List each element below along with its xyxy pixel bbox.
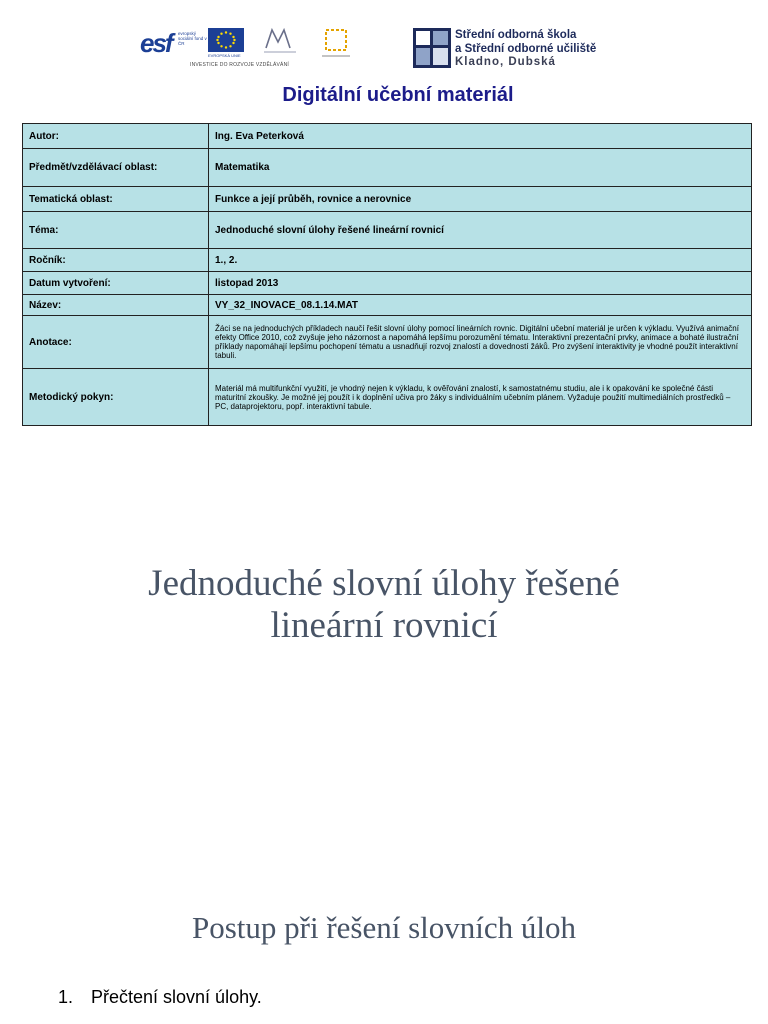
step-number: 1. [58,987,74,1007]
op-vk-logo-icon [316,26,356,60]
step-text: Přečtení slovní úlohy. [91,987,262,1007]
metadata-table [22,123,752,426]
investice-caption: INVESTICE DO ROZVOJE VZDĚLÁVÁNÍ [190,62,289,68]
row-key: Název: [23,295,209,316]
school-brand [413,26,623,72]
document-title: Digitální učební materiál [282,84,514,106]
school-line-1: Střední odborná škola [455,29,577,41]
row-value: Funkce a její průběh, rovnice a nerovnice [209,187,752,212]
esf-text: evropský sociální fond v ČR [178,31,207,46]
table-row [23,369,752,426]
table-row [23,149,752,187]
row-key: Téma: [23,212,209,249]
table-row [23,249,752,272]
row-key: Tematická oblast: [23,187,209,212]
table-row [23,124,752,149]
row-value: 1., 2. [209,249,752,272]
partner-logos [140,26,360,72]
row-key: Anotace: [23,316,209,369]
list-item [58,984,262,1010]
row-key: Předmět/vzdělávací oblast: [23,149,209,187]
table-row [23,316,752,369]
row-value: VY_32_INOVACE_08.1.14.MAT [209,295,752,316]
table-row [23,187,752,212]
table-row [23,295,752,316]
row-value: listopad 2013 [209,272,752,295]
school-name [455,29,596,70]
row-value: Matematika [209,149,752,187]
msmt-logo-icon [260,26,300,56]
row-value: Jednoduché slovní úlohy řešené lineární rovnicí [209,212,752,249]
row-key: Metodický pokyn: [23,369,209,426]
school-line-3: Kladno, Dubská [455,56,556,68]
steps-list [58,984,262,1010]
row-value: Ing. Eva Peterková [209,124,752,149]
row-key: Ročník: [23,249,209,272]
eu-caption: EVROPSKÁ UNIE [208,53,241,58]
esf-logo [140,28,207,58]
row-value: Žáci se na jednoduchých příkladech naučí řešit slovní úlohy pomocí lineárních rovnic. Digitální učební materiál je určen k výkladu. Využívá animační efekty Office 2010, což zvyšuje jeho názornost a napomáhá lepšímu porozumění tématu. Interaktivní prezentační prvky, animace a bohaté ilustrační příklady napomáhají lepšímu pochopení tématu a usnadňují rozvoj znalostí a dovedností žáků. Pro zvýšení interaktivity je vhodné použít interaktivní tabuli. [209,316,752,369]
slide2-title: Postup při řešení slovních úloh [191,910,577,945]
table-row [23,272,752,295]
row-key: Autor: [23,124,209,149]
row-value: Materiál má multifunkční využití, je vhodný nejen k výkladu, k ověřování znalostí, k samostatnému studiu, ale i k opakování ke společné části maturitní zkoušky. Je možné jej použít i k doplnění učiva pro žáky s individuálním učebním plánem. Vyžaduje použití multimediálních prostředků – PC, dataprojektoru, popř. interaktivní tabule. [209,369,752,426]
slide-title-line-1: Jednoduché slovní úlohy řešené [148,563,620,604]
school-logo-icon [413,28,451,68]
row-key: Datum vytvoření: [23,272,209,295]
eu-flag-icon [208,28,244,52]
slide-title-line-2: lineární rovnicí [270,605,498,646]
table-row [23,212,752,249]
slide-title [0,563,768,647]
esf-mark: esf [140,28,172,58]
school-line-2: a Střední odborné učiliště [455,42,597,55]
